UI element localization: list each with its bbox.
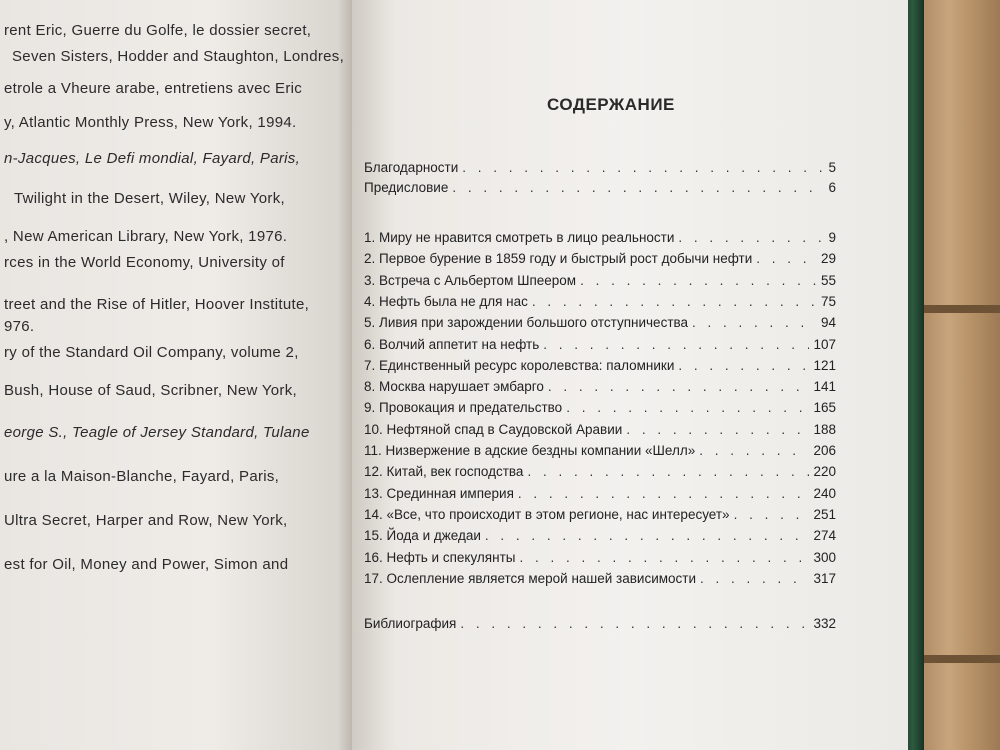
dot-leader (678, 230, 824, 245)
bibliography-line: Bush, House of Saud, Scribner, New York, (4, 382, 297, 399)
toc-entry-page: 75 (820, 294, 836, 309)
toc-entry (364, 337, 836, 355)
toc-entry-title: 7. Единственный ресурс королевства: паломники (364, 358, 675, 373)
bibliography-line: eorge S., Teagle of Jersey Standard, Tulane (4, 424, 310, 441)
toc-entry (364, 400, 836, 418)
dot-leader (566, 400, 809, 415)
dot-leader (543, 337, 809, 352)
left-page (0, 0, 352, 750)
bibliography-line: treet and the Rise of Hitler, Hoover Institute, (4, 296, 310, 313)
toc-entry-title: Благодарности (364, 160, 459, 175)
toc-entry (364, 230, 836, 248)
dot-leader (692, 315, 817, 330)
bibliography-line: etrole a Vheure arabe, entretiens avec Eric (4, 80, 303, 97)
dot-leader (756, 251, 817, 266)
toc-entry-page: 6 (828, 180, 836, 195)
toc-entry-title: 6. Волчий аппетит на нефть (364, 337, 540, 352)
toc-entry-title: 1. Миру не нравится смотреть в лицо реальности (364, 230, 675, 245)
toc-entry-title: 14. «Все, что происходит в этом регионе, нас интересует» (364, 507, 730, 522)
toc-entry-title: Предисловие (364, 180, 449, 195)
toc-entry-page: 188 (813, 422, 836, 437)
toc-entry-page: 5 (828, 160, 836, 175)
toc-entry (364, 486, 836, 504)
toc-entry-page: 220 (813, 464, 836, 479)
toc-entry-page: 251 (813, 507, 836, 522)
toc-entry-page: 206 (813, 443, 836, 458)
toc-entry (364, 379, 836, 397)
dot-leader (460, 616, 809, 631)
dot-leader (678, 358, 809, 373)
toc-entry (364, 294, 836, 312)
toc-entry-title: 10. Нефтяной спад в Саудовской Аравии (364, 422, 623, 437)
toc-entry-title: 13. Срединная империя (364, 486, 514, 501)
toc-entry-page: 165 (813, 400, 836, 415)
toc-entry (364, 422, 836, 440)
toc-entry (364, 616, 836, 634)
toc-entry-page: 332 (813, 616, 836, 631)
toc-entry (364, 464, 836, 482)
toc-entry (364, 571, 836, 589)
dot-leader (700, 571, 809, 586)
toc-entry-page: 300 (813, 550, 836, 565)
toc-entry-title: 8. Москва нарушает эмбарго (364, 379, 544, 394)
bibliography-line: ry of the Standard Oil Company, volume 2, (4, 344, 299, 361)
dot-leader (548, 379, 810, 394)
toc-entry-page: 55 (820, 273, 836, 288)
bibliography-line: n-Jacques, Le Defi mondial, Fayard, Paris, (4, 150, 301, 167)
toc-entry-page: 141 (813, 379, 836, 394)
toc-entry-title: 2. Первое бурение в 1859 году и быстрый рост добычи нефти (364, 251, 753, 266)
toc-entry-title: Библиография (364, 616, 457, 631)
toc-entry-page: 240 (813, 486, 836, 501)
dot-leader (699, 443, 809, 458)
toc-entry-page: 29 (820, 251, 836, 266)
dot-leader (462, 160, 824, 175)
toc-entry-title: 12. Китай, век господства (364, 464, 524, 479)
bibliography-line: est for Oil, Money and Power, Simon and (4, 556, 289, 573)
bibliography-line: 976. (4, 318, 35, 335)
toc-entry-title: 5. Ливия при зарождении большого отступничества (364, 315, 689, 330)
toc-entry-page: 274 (813, 528, 836, 543)
bibliography-line: rent Eric, Guerre du Golfe, le dossier secret, (4, 22, 312, 39)
toc-entry-title: 15. Йода и джедаи (364, 528, 481, 543)
wooden-table (915, 0, 1000, 750)
bibliography-line: Ultra Secret, Harper and Row, New York, (4, 512, 288, 529)
plank-gap (915, 305, 1000, 313)
toc-entry (364, 273, 836, 291)
dot-leader (452, 180, 824, 195)
bibliography-line: , New American Library, New York, 1976. (4, 228, 288, 245)
toc-entry-title: 17. Ослепление является мерой нашей зависимости (364, 571, 697, 586)
toc-entry (364, 315, 836, 333)
dot-leader (519, 550, 809, 565)
bibliography-line: Twilight in the Desert, Wiley, New York, (14, 190, 285, 207)
toc-entry-page: 94 (820, 315, 836, 330)
bibliography-line: rces in the World Economy, University of (4, 254, 285, 271)
toc-entry-title: 4. Нефть была не для нас (364, 294, 528, 309)
dot-leader (527, 464, 809, 479)
dot-leader (532, 294, 817, 309)
toc-entry (364, 251, 836, 269)
bibliography-line: Seven Sisters, Hodder and Staughton, Londres, (12, 48, 345, 65)
toc-entry-title: 11. Низвержение в адские бездны компании «Шелл» (364, 443, 696, 458)
dot-leader (518, 486, 810, 501)
bibliography-line: y, Atlantic Monthly Press, New York, 1994. (4, 114, 297, 131)
toc-entry-title: 16. Нефть и спекулянты (364, 550, 516, 565)
toc-entry (364, 528, 836, 546)
dot-leader (485, 528, 810, 543)
dot-leader (626, 422, 809, 437)
toc-entry (364, 443, 836, 461)
toc-entry-page: 317 (813, 571, 836, 586)
toc-entry (364, 180, 836, 198)
toc-entry-page: 107 (813, 337, 836, 352)
toc-entry-title: 3. Встреча с Альбертом Шпеером (364, 273, 577, 288)
dot-leader (734, 507, 810, 522)
toc-entry (364, 550, 836, 568)
toc-entry (364, 160, 836, 178)
toc-entry-page: 121 (813, 358, 836, 373)
bibliography-line: ure a la Maison-Blanche, Fayard, Paris, (4, 468, 280, 485)
toc-title: СОДЕРЖАНИЕ (547, 95, 675, 114)
dot-leader (580, 273, 817, 288)
toc-entry-page: 9 (828, 230, 836, 245)
toc-entry (364, 507, 836, 525)
plank-gap (915, 655, 1000, 663)
toc-entry-title: 9. Провокация и предательство (364, 400, 563, 415)
toc-entry (364, 358, 836, 376)
